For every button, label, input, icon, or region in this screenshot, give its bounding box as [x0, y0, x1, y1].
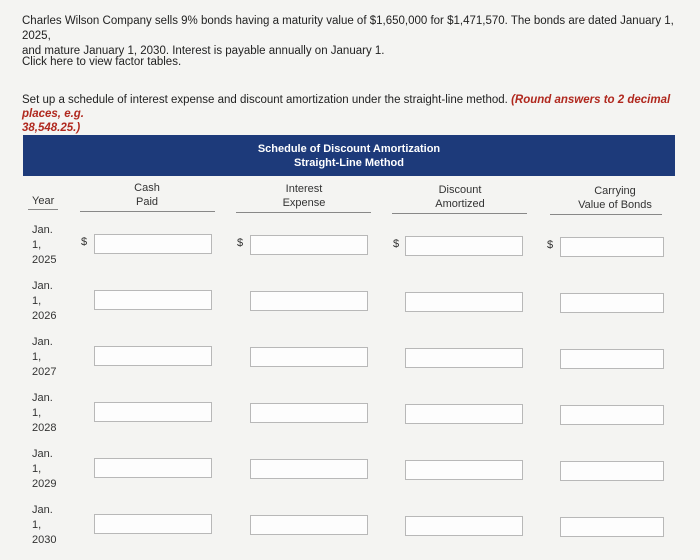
cash-paid-input-2027[interactable] — [94, 346, 212, 366]
cash-paid-input-2026[interactable] — [94, 290, 212, 310]
rounding-hint-example: 38,548.25.) — [22, 122, 81, 134]
instructions — [22, 93, 682, 135]
year-cell-2029: Jan. 1, 2029 — [32, 448, 57, 490]
schedule-header — [23, 135, 675, 176]
year-cell-2030: Jan. 1, 2030 — [32, 504, 57, 546]
discount-amortized-input-2029[interactable] — [405, 460, 523, 480]
problem-line-2: and mature January 1, 2030. Interest is payable annually on January 1. — [22, 45, 385, 57]
discount-amortized-input-2028[interactable] — [405, 404, 523, 424]
cash-paid-label-1: Cash — [134, 182, 160, 194]
carrying-value-input-2028[interactable] — [560, 405, 664, 425]
interest-expense-input-2028[interactable] — [250, 403, 368, 423]
cash-paid-label-2: Paid — [135, 196, 159, 208]
col-header-interest-expense — [259, 182, 349, 210]
currency-sign: $ — [547, 239, 554, 251]
interest-underline — [236, 212, 371, 213]
carrying-label-1: Carrying — [594, 185, 636, 197]
year-underline — [28, 209, 58, 210]
year-cell-2027: Jan. 1, 2027 — [32, 336, 57, 378]
discount-amortized-input-2027[interactable] — [405, 348, 523, 368]
interest-expense-input-2027[interactable] — [250, 347, 368, 367]
col-header-year: Year — [32, 195, 55, 207]
discount-underline — [392, 213, 527, 214]
discount-amortized-input-2026[interactable] — [405, 292, 523, 312]
schedule-subtitle: Straight-Line Method — [294, 157, 404, 169]
schedule-title: Schedule of Discount Amortization — [257, 143, 441, 155]
col-header-discount-amortized — [410, 183, 510, 211]
cash-paid-input-2025[interactable] — [94, 234, 212, 254]
problem-line-1: Charles Wilson Company sells 9% bonds having a maturity value of $1,650,000 for $1,471,570. The bonds are dated January 1, 2025, — [22, 15, 674, 42]
interest-expense-input-2030[interactable] — [250, 515, 368, 535]
carrying-value-input-2029[interactable] — [560, 461, 664, 481]
cash-paid-input-2028[interactable] — [94, 402, 212, 422]
instructions-text: Set up a schedule of interest expense and discount amortization under the straight-line method. — [22, 94, 512, 106]
discount-amortized-input-2025[interactable] — [405, 236, 523, 256]
carrying-value-input-2025[interactable] — [560, 237, 664, 257]
currency-sign: $ — [81, 236, 88, 248]
carrying-value-input-2026[interactable] — [560, 293, 664, 313]
col-header-cash-paid — [117, 181, 177, 209]
rounding-hint: (Round answers to 2 decimal places, e.g. — [22, 94, 671, 120]
discount-label-1: Discount — [438, 184, 482, 196]
carrying-underline — [550, 214, 662, 215]
currency-sign: $ — [393, 238, 400, 250]
interest-label-1: Interest — [285, 183, 323, 195]
carrying-value-input-2030[interactable] — [560, 517, 664, 537]
discount-amortized-input-2030[interactable] — [405, 516, 523, 536]
currency-sign: $ — [237, 237, 244, 249]
year-cell-2026: Jan. 1, 2026 — [32, 280, 57, 322]
year-cell-2028: Jan. 1, 2028 — [32, 392, 57, 434]
cash-paid-underline — [80, 211, 215, 212]
discount-label-2: Amortized — [435, 198, 485, 210]
carrying-value-input-2027[interactable] — [560, 349, 664, 369]
interest-expense-input-2029[interactable] — [250, 459, 368, 479]
interest-label-2: Expense — [282, 197, 326, 209]
factor-tables-link[interactable]: Click here to view factor tables. — [22, 56, 182, 68]
cash-paid-input-2030[interactable] — [94, 514, 212, 534]
interest-expense-input-2025[interactable] — [250, 235, 368, 255]
col-header-carrying-value — [565, 184, 665, 212]
cash-paid-input-2029[interactable] — [94, 458, 212, 478]
interest-expense-input-2026[interactable] — [250, 291, 368, 311]
problem-statement — [22, 14, 682, 59]
carrying-label-2: Value of Bonds — [578, 199, 652, 211]
year-cell-2025: Jan. 1, 2025 — [32, 224, 57, 266]
